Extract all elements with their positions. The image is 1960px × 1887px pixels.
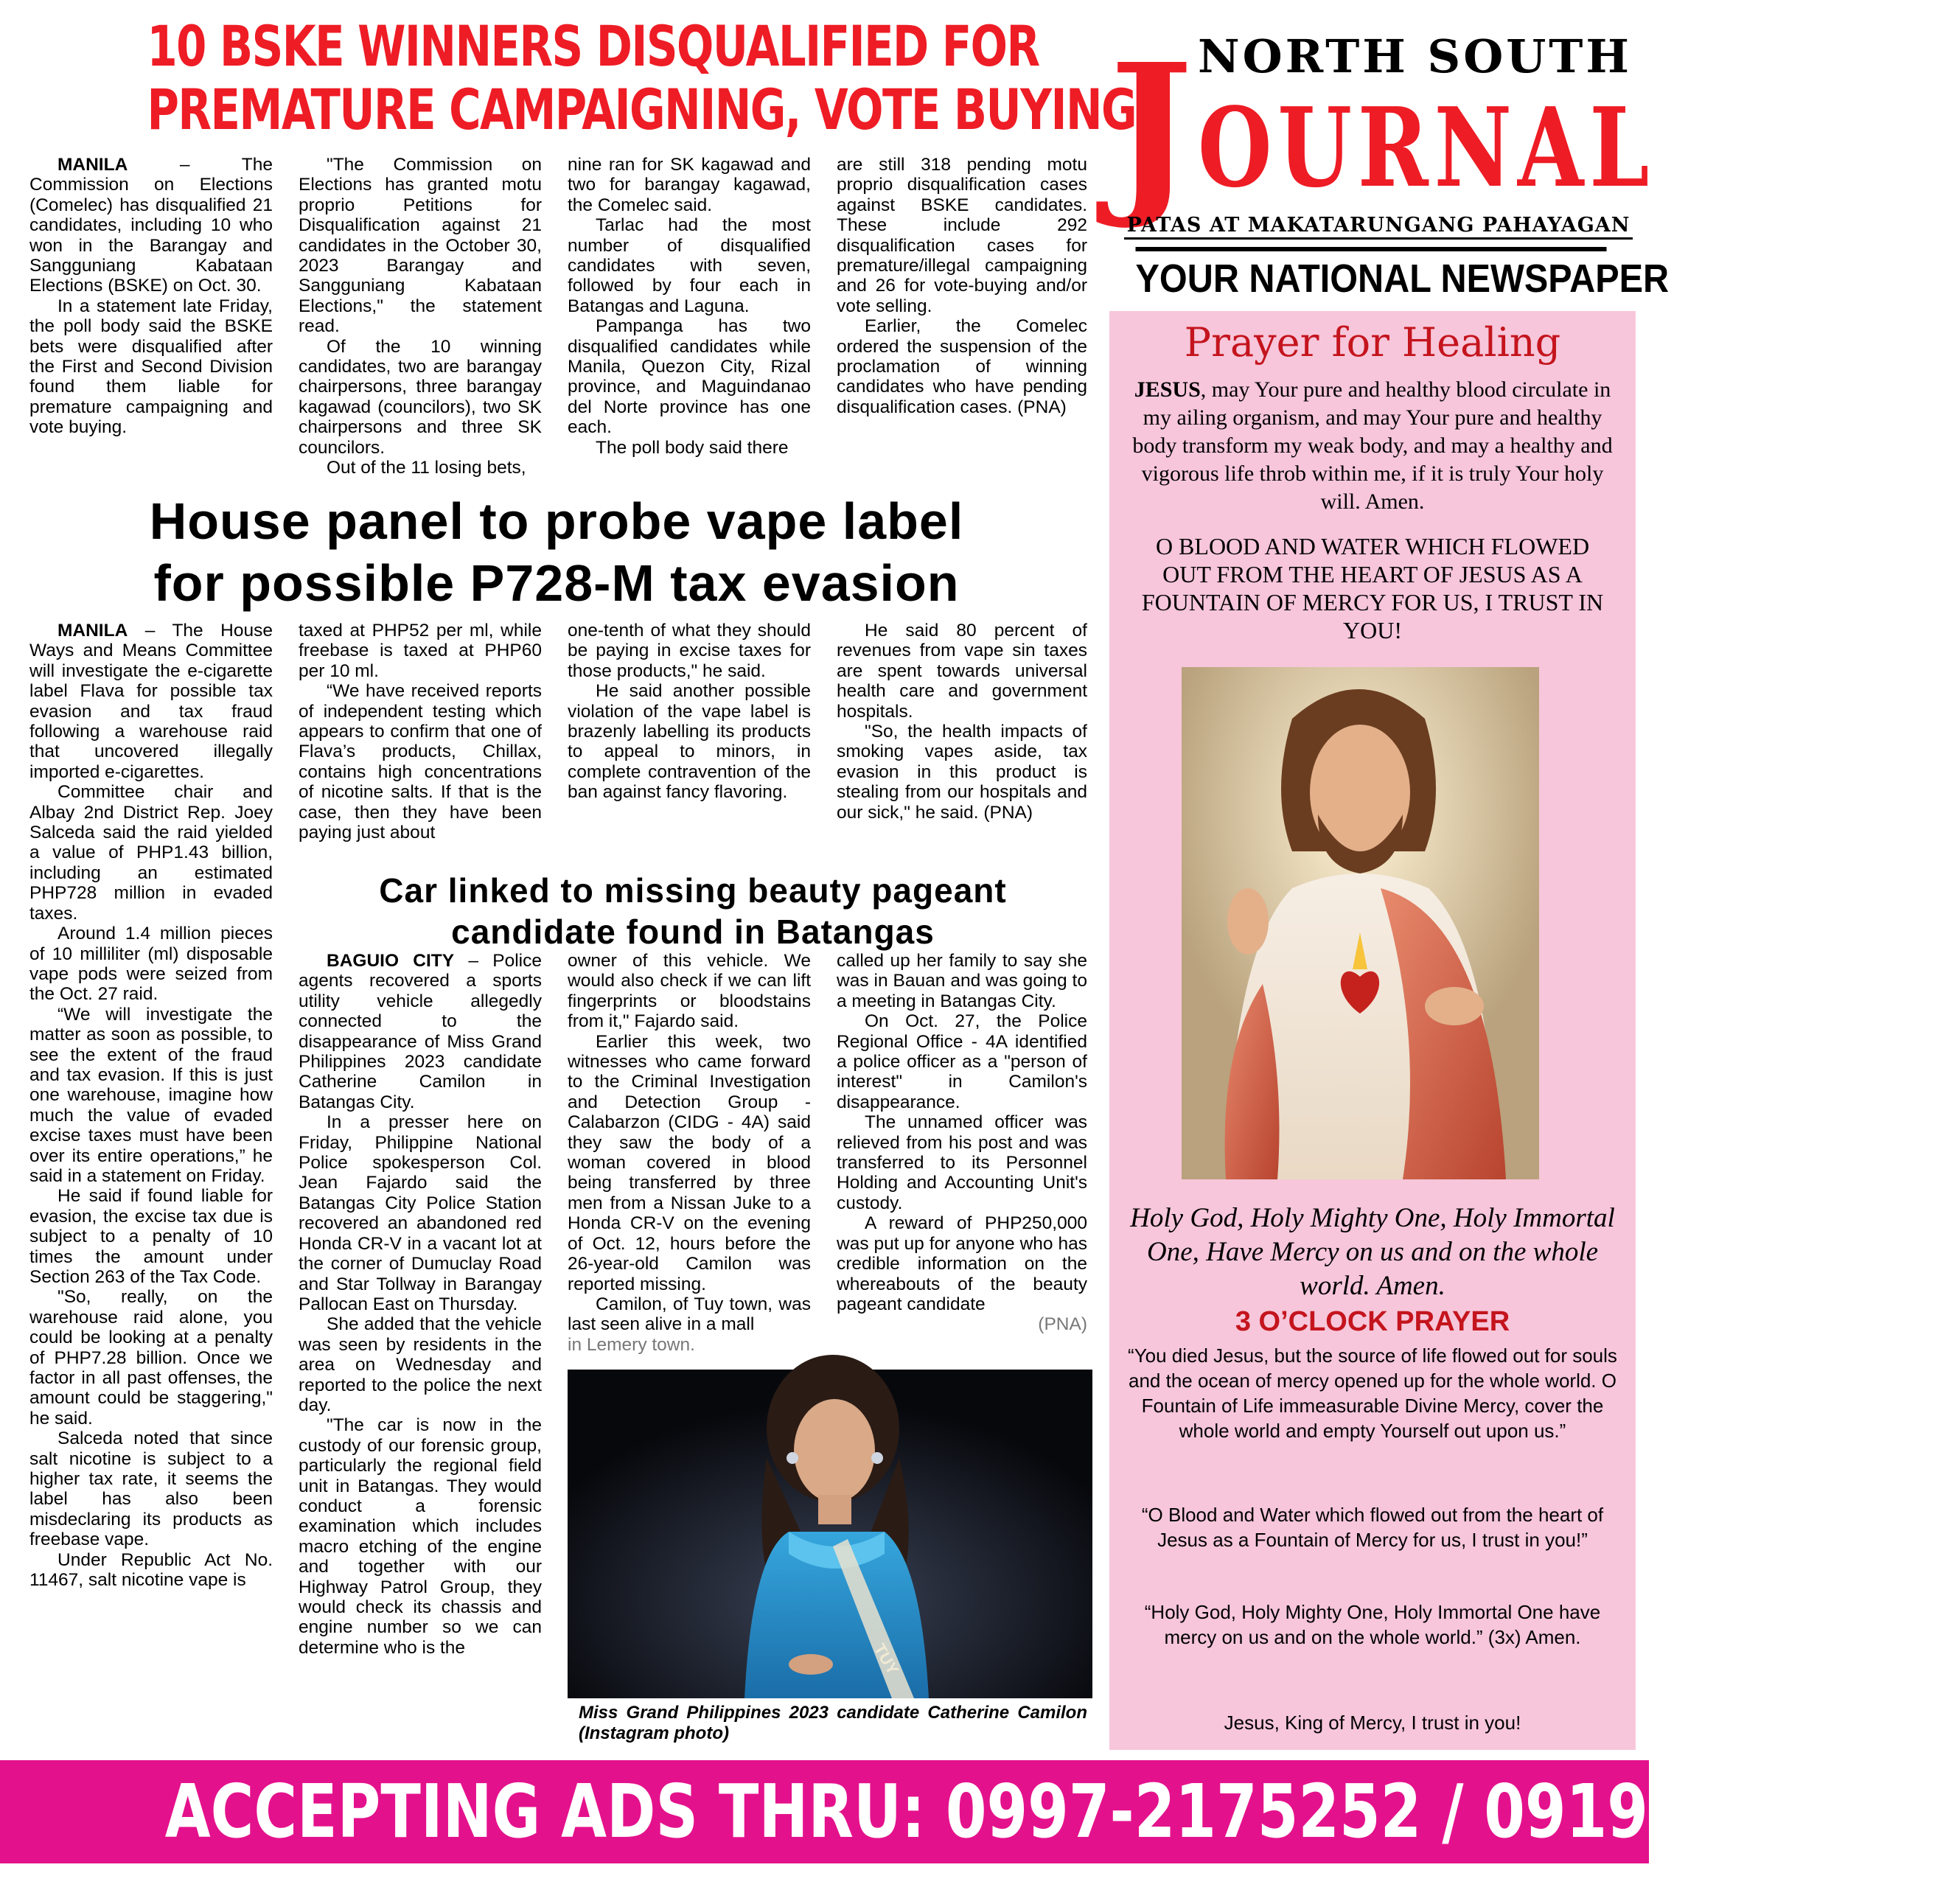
headline-car-line2: candidate found in Batangas: [451, 913, 935, 951]
dateline: MANILA: [57, 155, 128, 175]
bske-column-1: [29, 155, 273, 486]
masthead-divider: [1124, 237, 1633, 240]
paragraph: She added that the vehicle was seen by residents in the area on Wednesday and reported to the police the next day.: [299, 1314, 542, 1415]
paragraph: He said if found liable for evasion, the excise tax due is subject to a penalty of 10 times the amount under Section 263 of the Tax Code.: [29, 1186, 273, 1287]
three-oclock-title: 3 O’CLOCK PRAYER: [1235, 1306, 1510, 1337]
three-oclock-p1: “You died Jesus, but the source of life flowed out for souls and the ocean of mercy opened up for the whole world. O Fountain of Life immeasurable Divine Mercy, cover the whole world and empty Yourself out upon us.”: [1128, 1344, 1617, 1442]
headline-vape-line1: House panel to probe vape label: [149, 492, 964, 550]
sacred-heart-image: [1182, 667, 1539, 1179]
prayer-title: Prayer for Healing: [1184, 319, 1561, 366]
paragraph: On Oct. 27, the Police Regional Office - 4A identified a police officer as a "person of interest" in Camilon's disappearance.: [837, 1011, 1087, 1112]
headline-vape-line2: for possible P728-M tax evasion: [153, 554, 960, 612]
dateline: MANILA: [57, 621, 128, 641]
headline-bske-line1: 10 BSKE WINNERS DISQUALIFIED FOR: [147, 13, 1039, 79]
car-column-1: [299, 951, 542, 1747]
headline-bske: [147, 13, 1137, 142]
sash-text: TUY: [870, 1640, 903, 1678]
paragraph: – The Commission on Elections (Comelec) has disqualified 21 candidates, including 10 who won in the Barangay and Sangguniang Kabataan Elections (BSKE) on Oct. 30.: [29, 155, 273, 296]
vape-column-4: [837, 621, 1087, 864]
three-oclock-p2: “O Blood and Water which flowed out from the heart of Jesus as a Fountain of Mercy for us, I trust in you!”: [1141, 1504, 1604, 1551]
national-newspaper-banner: YOUR NATIONAL NEWSPAPER: [1136, 247, 1607, 306]
bske-column-2: [299, 155, 542, 486]
vape-column-3: [568, 621, 811, 864]
car-column-3: [837, 951, 1087, 1371]
headline-vape: [29, 490, 1084, 614]
paragraph: – The House Ways and Means Committee will investigate the e-cigarette label Flava for possible tax evasion and tax fraud following a warehouse raid that uncovered illegally imported e-cigarettes.: [29, 621, 273, 782]
paragraph: nine ran for SK kagawad and two for barangay kagawad, the Comelec said.: [568, 155, 811, 215]
headline-car-line1: Car linked to missing beauty pageant: [379, 871, 1007, 910]
headline-car: [291, 870, 1095, 952]
paragraph: A reward of PHP250,000 was put up for anyone who has credible information on the whereabouts of the beauty pageant candidate: [837, 1213, 1087, 1314]
paragraph: Out of the 11 losing bets,: [327, 458, 526, 478]
car-column-2: [568, 951, 811, 1371]
ads-banner-text: ACCEPTING ADS THRU: 0997-2175252 / 0919-0022698: [164, 1768, 1960, 1855]
paragraph: are still 318 pending motu proprio disqualification cases against BSKE candidates. These include 292 disqualification cases for premature/illegal campaigning and 26 for vote-buying and/or vote selling.: [837, 155, 1087, 316]
paragraph: In a statement late Friday, the poll body said the BSKE bets were disqualified after the First and Second Division found them liable for premature campaigning and vote buying.: [29, 296, 273, 438]
pageant-photo: [568, 1370, 1092, 1698]
healing-prayer: [1124, 376, 1621, 516]
paragraph: called up her family to say she was in Bauan and was going to a meeting in Batangas City.: [837, 951, 1087, 1011]
bske-column-4: [837, 155, 1087, 486]
blood-water-prayer: O BLOOD AND WATER WHICH FLOWED OUT FROM THE HEART OF JESUS AS A FOUNTAIN OF MERCY FOR US, I TRUST IN YOU!: [1141, 533, 1604, 643]
paragraph: Tarlac had the most number of disqualified candidates with seven, followed by four each in Batangas and Laguna.: [568, 215, 811, 316]
masthead-tagline: PATAS AT MAKATARUNGANG PAHAYAGAN: [1126, 214, 1631, 237]
paragraph: “We have received reports of independent testing which appears to confirm that one of Flava’s products, Chillax, contains high concentrations of nicotine salts. If that is the case, then they have been paying just about: [299, 681, 542, 843]
masthead-j: J: [1109, 25, 1193, 233]
paragraph: in Lemery town.: [568, 1334, 695, 1355]
jesus-word: JESUS: [1134, 377, 1201, 402]
paragraph: He said another possible violation of the vape label is brazenly labelling its products to appeal to minors, in complete contravention of the ban against fancy flavoring.: [568, 681, 811, 803]
paragraph: owner of this vehicle. We would also check if we can lift fingerprints or bloodstains from it," Fajardo said.: [568, 951, 811, 1032]
paragraph: Committee chair and Albay 2nd District Rep. Joey Salceda said the raid yielded a value of PHP1.43 billion, including an estimated PHP728 million in evaded taxes.: [29, 782, 273, 924]
three-oclock-p3: “Holy God, Holy Mighty One, Holy Immortal One have mercy on us and on the whole world.” (3x) Amen.: [1144, 1601, 1601, 1648]
paragraph: (PNA): [1038, 1314, 1087, 1335]
vape-column-1: [29, 621, 273, 1748]
paragraph: "So, the health impacts of smoking vapes aside, tax evasion in this product is stealing from our hospitals and our sick," he said. (PNA): [837, 722, 1087, 823]
masthead-north-south: NORTH SOUTH: [1198, 29, 1632, 83]
paragraph: The unnamed officer was relieved from his post and was transferred to its Personnel Holding and Accounting Unit's custody.: [837, 1112, 1087, 1213]
masthead-ournal: OURNAL: [1198, 83, 1656, 212]
paragraph: Around 1.4 million pieces of 10 milliliter (ml) disposable vape pods were seized from the Oct. 27 raid.: [29, 924, 273, 1005]
paragraph: one-tenth of what they should be paying in excise taxes for those products," he said.: [568, 621, 811, 681]
paragraph: In a presser here on Friday, Philippine National Police spokesperson Col. Jean Fajardo said the Batangas City Police Station recovered an abandoned red Honda CR-V in a vacant lot at the corner of Dumuclay Road and Star Tollway in Barangay Pallocan East on Thursday.: [299, 1112, 542, 1314]
paragraph: "So, really, on the warehouse raid alone, you could be looking at a penalty of PHP7.28 billion. Once we factor in all past offenses, the amount could be staggering," he said.: [29, 1287, 273, 1429]
sacred-heart-graphic: [1182, 667, 1539, 1179]
bske-column-3: [568, 155, 811, 486]
paragraph: taxed at PHP52 per ml, while freebase is taxed at PHP60 per 10 ml.: [299, 621, 542, 681]
three-oclock-p4: Jesus, King of Mercy, I trust in you!: [1224, 1712, 1521, 1734]
paragraph: The poll body said there: [596, 437, 789, 458]
paragraph: “We will investigate the matter as soon as possible, to see the extent of the fraud and tax evasion. If this is just one warehouse, imagine how much the value of evaded excise taxes must have been over its entire operations,” he said in a statement on Friday.: [29, 1004, 273, 1186]
healing-prayer-text: , may Your pure and healthy blood circulate in my ailing organism, and may Your pure and healthy body transform my weak body, and may a healthy and vigorous life throb within me, if it is truly Your holy will. Amen.: [1132, 377, 1613, 514]
pageant-photo-graphic: [568, 1370, 1092, 1698]
paragraph: Earlier this week, two witnesses who came forward to the Criminal Investigation and Detection Group - Calabarzon (CIDG - 4A) said they saw the body of a woman covered in blood being transferred by three men from a Nissan Juke to a Honda CR-V on the evening of Oct. 12, hours before the 26-year-old Camilon was reported missing.: [568, 1031, 811, 1294]
paragraph: Earlier, the Comelec ordered the suspension of the proclamation of winning candidates who have pending disqualification cases. (PNA): [837, 316, 1087, 417]
paragraph: – Police agents recovered a sports utility vehicle allegedly connected to the disappearance of Miss Grand Philippines 2023 candidate Catherine Camilon in Batangas City.: [299, 951, 542, 1112]
dateline: BAGUIO CITY: [327, 951, 455, 971]
paragraph: Salceda noted that since salt nicotine is subject to a higher tax rate, it seems the label has also been misdeclaring its products as freebase vape.: [29, 1429, 273, 1550]
holy-god-prayer: Holy God, Holy Mighty One, Holy Immortal One, Have Mercy on us and on the whole world. Amen.: [1130, 1203, 1615, 1301]
paragraph: Camilon, of Tuy town, was last seen alive in a mall: [568, 1294, 811, 1335]
paragraph: Under Republic Act No. 11467, salt nicotine vape is: [29, 1549, 273, 1591]
photo-caption: Miss Grand Philippines 2023 candidate Catherine Camilon (Instagram photo): [579, 1703, 1087, 1743]
vape-column-2: [299, 621, 542, 864]
paragraph: Of the 10 winning candidates, two are barangay chairpersons, three barangay kagawad (councilors), two SK chairpersons and three SK councilors.: [299, 336, 542, 458]
paragraph: He said 80 percent of revenues from vape sin taxes are spent towards universal health care and government hospitals.: [837, 621, 1087, 722]
paragraph: "The Commission on Elections has granted motu proprio Petitions for Disqualification against 21 candidates in the October 30, 2023 Barangay and Sangguniang Kabataan Elections," the statement read.: [299, 155, 542, 337]
headline-bske-line2: PREMATURE CAMPAIGNING, VOTE BUYING: [147, 77, 1137, 142]
paragraph: "The car is now in the custody of our forensic group, particularly the regional field unit in Batangas. They would conduct a forensic examination which includes macro etching of the engine and together with our Highway Patrol Group, they would check its chassis and engine number so we can determine who is the: [299, 1415, 542, 1658]
paragraph: Pampanga has two disqualified candidates while Manila, Quezon City, Rizal province, and Maguindanao del Norte province has one each.: [568, 316, 811, 438]
